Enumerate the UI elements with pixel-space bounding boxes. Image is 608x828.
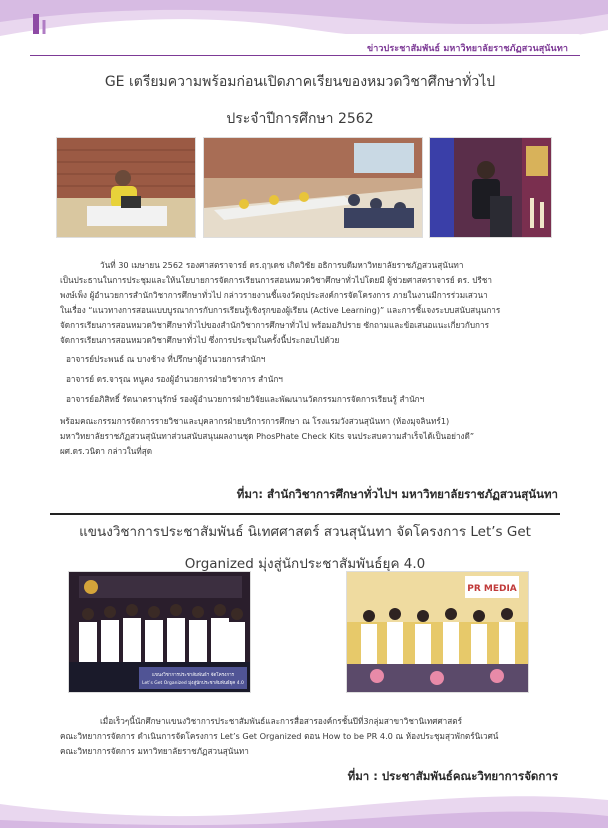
- article1-closing-line: มหาวิทยาลัยราชภัฏสวนสุนันทาส่วนสนับสนุนผลงานชุด PhosPhate Check Kits จนประสบความสำเร็จได้เป็นอย่างดี”: [60, 431, 475, 441]
- article1-attendee: อาจารย์ ดร.จารุณ หนูคง รองผู้อำนวยการฝ่ายวิชาการ สำนักฯ: [66, 374, 283, 384]
- article1-paragraph-line: เป็นประธานในการประชุมและให้นโยบายการจัดการเรียนการสอนหมวดวิชาศึกษาทั่วไปโดยมี ผู้ช่วยศาสตราจารย์ ดร. ปรีชา: [60, 275, 492, 285]
- article1-title-line2: ประจำปีการศึกษา 2562: [226, 111, 374, 127]
- article2-paragraph: [60, 714, 554, 759]
- article1-title-line1: GE เตรียมความพร้อมก่อนเปิดภาคเรียนของหมวดวิชาศึกษาทั่วไป: [104, 74, 496, 90]
- photo1-caption-line1: แขนงวิชาการประชาสัมพันธ์ฯ จัดโครงการ: [151, 673, 235, 678]
- article1-closing-line: พร้อมคณะกรรมการจัดการรายวิชาและบุคลากรฝ่ายบริการการศึกษา ณ โรงแรมวังสวนสุนันทา (ห้องมุจลินทร์1): [60, 416, 450, 426]
- article1-paragraph-line: จัดการเรียนการสอนหมวดวิชาศึกษาทั่วไป ซึ่งการประชุมในครั้งนี้ประกอบไปด้วย: [60, 335, 340, 345]
- article2-paragraph-line: คณะวิทยาการจัดการ มหาวิทยาลัยราชภัฏสวนสุนันทา: [60, 746, 249, 756]
- article2-title-line1: แขนงวิชาการประชาสัมพันธ์ นิเทศศาสตร์ สวนสุนันทา จัดโครงการ Let’s Get: [79, 524, 531, 540]
- article1-paragraph-line: จัดการเรียนการสอนหมวดวิชาศึกษาทั่วไปของสำนักวิชาการศึกษาทั่วไป พร้อมอภิปราย ซักถามและข้อเสนอแนะเกี่ยวกับการ: [60, 320, 489, 330]
- article2-paragraph-line: เมื่อเร็วๆนี้นักศึกษาแขนงวิชาการประชาสัมพันธ์และการสื่อสารองค์กรชั้นปีที่3กลุ่มสาขาวิชานิเทศศาสตร์: [100, 716, 462, 726]
- article1-photo-meeting-room: [203, 137, 423, 238]
- photo2-sign-text: PR MEDIA: [467, 584, 517, 594]
- article1-closing: [60, 414, 554, 459]
- article1-paragraph: [60, 258, 554, 348]
- article1-paragraph-line: พงษ์เพ็ง ผู้อำนวยการสำนักวิชาการศึกษาทั่วไป กล่าวรายงานชี้แจงวัตถุประสงค์การจัดโครงการ ภายในงานมีการร่วมเสวนา: [60, 290, 488, 300]
- article2-source: ที่มา : ประชาสัมพันธ์คณะวิทยาการจัดการ: [347, 769, 558, 783]
- bottom-swoosh-decoration: [0, 790, 608, 828]
- article1-photo-podium: [56, 137, 196, 238]
- article1-attendee: อาจารย์อภิสิทธิ์ รัตนาตรานุรักษ์ รองผู้อำนวยการฝ่ายวิจัยและพัฒนานวัตกรรมการจัดการเรียนรู้ สำนักฯ: [66, 394, 425, 404]
- article1-title: [40, 70, 560, 132]
- article2-photo-group: [68, 571, 251, 693]
- article2-photo-students: [346, 571, 529, 693]
- photo1-caption-line2: Let’s Get Organized มุ่งสู่นักประชาสัมพันธ์ยุค 4.0: [142, 681, 244, 686]
- article2-title-line2: Organized มุ่งสู่นักประชาสัมพันธ์ยุค 4.0: [184, 556, 426, 572]
- section-divider: [50, 513, 560, 515]
- article2-paragraph-line: คณะวิทยาการจัดการ ดำเนินการจัดโครงการ Let’s Get Organized ตอน How to be PR 4.0 ณ ห้องประชุมสุวพักตร์นิเวศน์: [60, 731, 499, 741]
- publication-header: [30, 38, 580, 56]
- article2-title: [40, 518, 570, 578]
- article1-attendee: อาจารย์ประพนธ์ ณ บางช้าง ที่ปรึกษาผู้อำนวยการสำนักฯ: [66, 354, 266, 364]
- article1-paragraph-line: ในเรื่อง “แนวทางการสอนแบบบูรณาการกับการเรียนรู้เชิงรุกของผู้เรียน (Active Learning)” และการชี้แจงระบบสนับสนุนการ: [60, 305, 501, 315]
- publication-name: ข่าวประชาสัมพันธ์ มหาวิทยาลัยราชภัฏสวนสุนันทา: [366, 44, 568, 54]
- article1-source: ที่มา: สำนักวิชาการศึกษาทั่วไปฯ มหาวิทยาลัยราชภัฏสวนสุนันทา: [236, 487, 558, 501]
- article1-photo-speaker: [429, 137, 552, 238]
- article1-closing-line: ผศ.ดร.วนิดา กล่าวในที่สุด: [60, 446, 153, 456]
- article1-paragraph-line: วันที่ 30 เมษายน 2562 รองศาสตราจารย์ ดร.ฤๅเดช เกิดวิชัย อธิการบดีมหาวิทยาลัยราชภัฏสวนสุนันทา: [100, 260, 464, 270]
